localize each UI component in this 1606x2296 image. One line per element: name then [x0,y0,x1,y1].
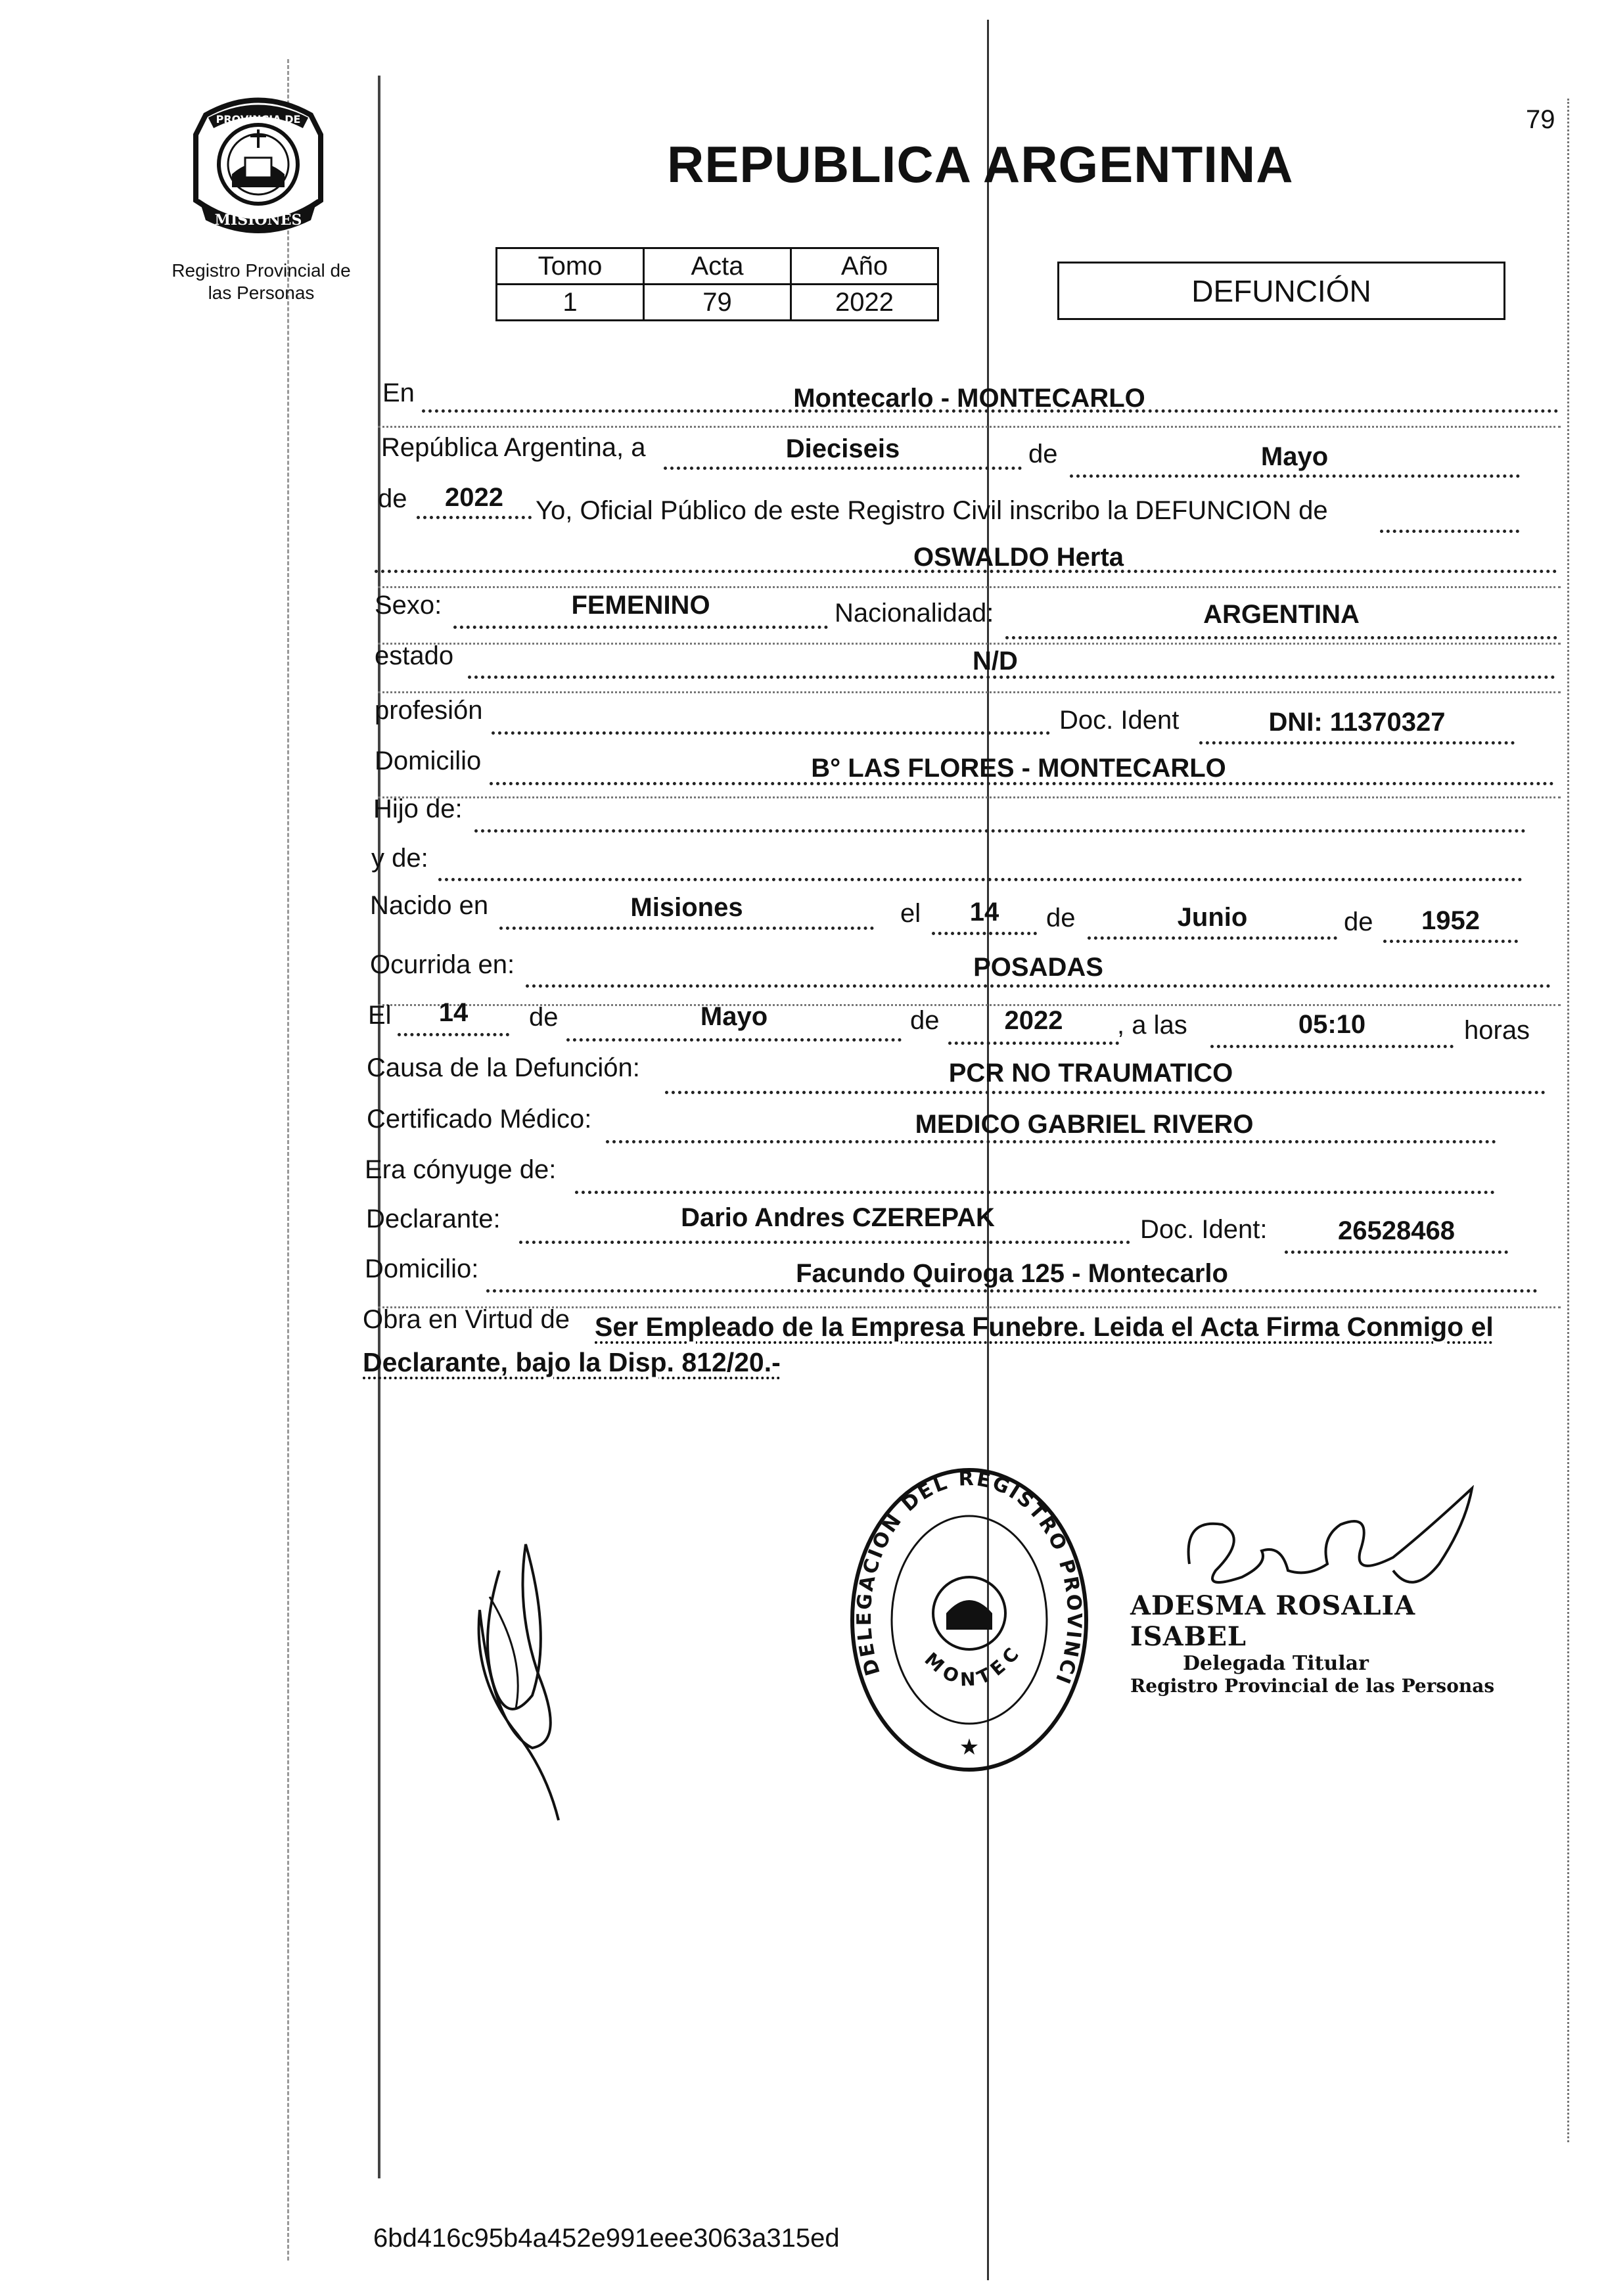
value-deceased-name: OSWALDO Herta [913,543,1124,572]
official-stamp-office: Registro Provincial de las Personas [1130,1675,1495,1697]
table-header-anio: Año [791,248,938,285]
table-cell-tomo: 1 [497,285,644,321]
dotted-line [438,878,1523,881]
label-de: de [910,1006,940,1035]
label-de: de [378,484,407,513]
label-horas: horas [1464,1016,1530,1045]
page-number: 79 [1526,105,1555,134]
value-virtue-line2: Declarante, bajo la Disp. 812/20.- [363,1347,781,1377]
book-table-row [497,285,938,321]
dotted-line [1199,741,1515,745]
book-table [495,247,939,321]
value-virtue-line1: Ser Empleado de la Empresa Funebre. Leida el Acta Firma Conmigo el [595,1312,1494,1342]
label-causa: Causa de la Defunción: [367,1053,640,1082]
label-de: de [1344,907,1373,936]
dotted-line [1380,530,1519,533]
dotted-line [486,1289,1538,1293]
label-hijo-de: Hijo de: [373,794,463,823]
row-separator [378,426,1561,428]
document-hash: 6bd416c95b4a452e991eee3063a315ed [373,2224,840,2253]
svg-text:PROVINCIA DE: PROVINCIA DE [216,113,301,126]
dotted-line [526,984,1551,988]
label-el: el [900,899,921,928]
label-de: de [1028,440,1058,469]
dotted-line [1070,474,1520,478]
dotted-line [453,626,828,629]
dotted-line [1088,936,1337,940]
dotted-line [1285,1251,1508,1254]
svg-text:DELEGACION DEL REGISTRO PROVIN: DELEGACION DEL REGISTRO PROVINCI [852,1467,1086,1689]
value-month: Mayo [1260,442,1329,471]
value-death-year: 2022 [1004,1006,1063,1035]
label-sexo: Sexo: [375,591,442,620]
svg-text:MISIONES: MISIONES [214,212,302,229]
dotted-line [519,1241,1130,1244]
book-table-header [497,248,938,285]
value-nationality: ARGENTINA [1203,600,1360,629]
value-birth-day: 14 [969,898,999,927]
label-declarante: Declarante: [366,1205,501,1233]
dotted-line [1005,636,1557,639]
row-separator [378,691,1561,693]
dotted-line [1383,940,1518,943]
label-certificado: Certificado Médico: [367,1105,592,1134]
value-day-text: Dieciseis [785,434,900,463]
official-stamp-name: ADESMA ROSALIA ISABEL [1130,1590,1416,1652]
row-separator [378,586,1561,588]
row-separator [378,643,1561,645]
label-nacido-en: Nacido en [370,891,489,920]
dotted-line [606,1140,1496,1143]
label-nacionalidad: Nacionalidad: [835,599,994,628]
label-en: En [382,379,415,407]
label-el-cap: El [368,1001,392,1030]
value-year: 2022 [445,483,503,512]
dotted-line [932,932,1037,935]
dotted-line [1210,1045,1454,1048]
fold-line [987,20,989,2280]
province-logo [186,89,331,240]
value-birth-place: Misiones [630,893,743,922]
label-de: de [1046,904,1076,932]
label-a-las: , a las [1117,1011,1187,1040]
dotted-line [417,516,532,519]
label-estado: estado [375,641,454,670]
registry-name: Registro Provincial de las Personas [172,260,351,303]
label-profesion: profesión [375,696,483,725]
label-obra-en-virtud: Obra en Virtud de [363,1305,570,1334]
value-declarant-address: Facundo Quiroga 125 - Montecarlo [796,1259,1228,1288]
label-conyuge: Era cónyuge de: [365,1155,557,1184]
declarant-signature [453,1531,585,1827]
label-doc-ident: Doc. Ident [1059,706,1180,735]
value-place: Montecarlo - MONTECARLO [793,384,1145,413]
label-domicilio2: Domicilio: [365,1254,479,1283]
table-header-tomo: Tomo [497,248,644,285]
table-header-acta: Acta [644,248,791,285]
value-declarant: Dario Andres CZEREPAK [681,1203,995,1232]
value-death-place: POSADAS [973,953,1103,982]
official-stamp [1130,1590,1538,1697]
value-certificate: MEDICO GABRIEL RIVERO [915,1110,1254,1139]
official-stamp-role: Delegada Titular [1183,1652,1369,1675]
value-birth-month: Junio [1177,903,1248,932]
form-border-right [1567,99,1569,2142]
dotted-line [474,829,1526,833]
dotted-line [948,1042,1119,1045]
value-document: DNI: 11370327 [1268,708,1446,737]
value-death-month: Mayo [700,1002,768,1031]
value-birth-year: 1952 [1421,906,1480,935]
label-domicilio: Domicilio [375,746,482,775]
value-sex: FEMENINO [571,591,710,620]
label-y-de: y de: [371,844,428,873]
dotted-line [575,1191,1495,1194]
label-ocurrida-en: Ocurrida en: [370,950,515,979]
table-cell-anio: 2022 [791,285,938,321]
dotted-line [664,467,1022,470]
document-type-box: DEFUNCIÓN [1057,262,1505,320]
label-doc-ident2: Doc. Ident: [1140,1215,1268,1244]
value-cause: PCR NO TRAUMATICO [948,1059,1233,1088]
value-address: B° LAS FLORES - MONTECARLO [811,754,1226,783]
value-declarant-doc: 26528468 [1338,1216,1455,1245]
value-civil-status: N/D [973,647,1018,676]
page-title: REPUBLICA ARGENTINA [667,135,1294,193]
value-death-time: 05:10 [1298,1010,1366,1039]
registry-seal [848,1465,1091,1774]
dotted-line [499,927,874,930]
label-yo-oficial: Yo, Oficial Público de este Registro Civil inscribo la DEFUNCION de [536,496,1328,525]
value-death-day: 14 [438,998,469,1027]
table-cell-acta: 79 [644,285,791,321]
label-republica: República Argentina, a [381,433,646,462]
row-separator [378,796,1561,798]
binding-line-left [287,59,289,2261]
dotted-line [492,731,1050,735]
dotted-line [665,1091,1546,1094]
svg-text:MONTECARLO: MONTEC [920,1640,1027,1691]
dotted-line [398,1033,509,1036]
label-de: de [529,1003,559,1032]
svg-text:★: ★ [959,1735,980,1760]
dotted-line [566,1038,902,1042]
